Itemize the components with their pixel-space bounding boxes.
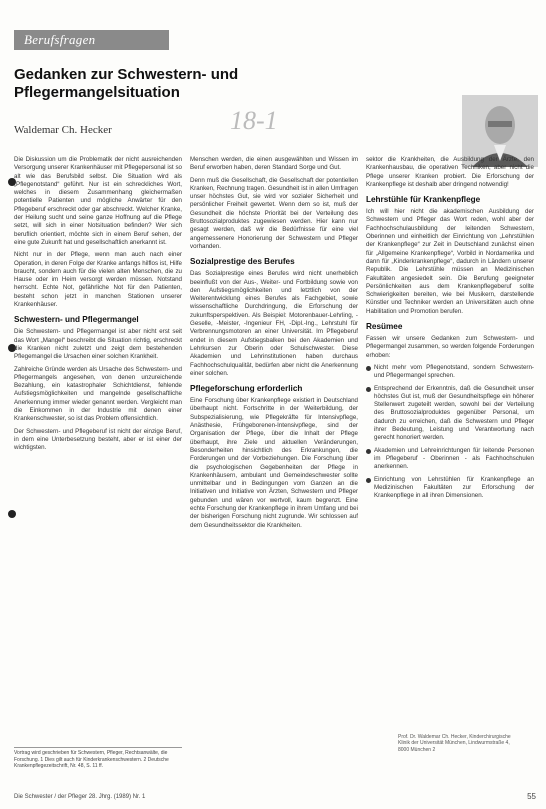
paragraph: Denn muß die Gesellschaft, die Gesellschaft der potentiellen Kranken, Rechnung tragen. Gesundheit ist in allen Umfragen unser höchstes Gut, sie wird vor sozialer Sicherheit und persönlicher Freiheit gewertet. Wenn dem so ist, muß der Gesundheit die höchste Priorität bei der Verteilung des Bruttosozialproduktes zugewiesen werden. Hier kann nur gesagt werden, daß wir die Bedürfnisse für eine viel angemessenere Honorierung der Schwestern und Pfleger vorhanden. — [190, 176, 358, 250]
article-column-2 — [190, 156, 358, 534]
section-heading: Lehrstühle für Krankenpflege — [366, 195, 481, 205]
title-line-1: Gedanken zur Schwestern- und — [14, 66, 239, 83]
paragraph: Die Diskussion um die Problematik der nicht ausreichenden Versorgung unserer Krankenhäuser mit Pflegepersonal ist so alt wie das Berufsbild selbst. Die Situation wird als „Pflegenotstand“ geführt. Nur ist ein schreckliches Wort, welches in diesem Zusammenhang gleichermaßen potentielle Patienten und mögliche Anwärter für den Pflegeberuf erschreckt oder gar abschreckt. Welcher Kranke, der Heilung sucht und seine ganze Hoffnung auf die Pflege setzt, will sich in einer Notsituation befinden? Wer sich beruflich orientiert, möchte sich in einem Beruf sehen, der eine gute Zukunft hat und gesellschaftlich anerkannt ist. — [14, 156, 182, 246]
article-title — [14, 66, 314, 102]
journal-footer: Die Schwester / der Pfleger 28. Jhrg. (1989) Nr. 1 — [14, 794, 146, 800]
section-heading: Schwestern- und Pflegermangel — [14, 315, 139, 325]
paragraph: Fassen wir unsere Gedanken zum Schwestern- und Pflegermangel zusammen, so werden folgende Forderungen erhoben: — [366, 335, 534, 359]
bullet-item: Akademien und Lehreinrichtungen für leitende Personen im Pflegeberuf - Oberinnen - als Fachhochschulen anerkennen. — [366, 447, 534, 472]
article-column-1 — [14, 156, 182, 457]
paragraph: Das Sozialprestige eines Berufes wird nicht unerheblich beeinflußt von der Aus-, Weiter- und Fortbildung sowie von den Aufstiegsmöglichkeiten und letztlich von der Weiterentwicklung eines Berufes als Fachgebiet, sowie wissenschaftliche Durchdringung, die Erforschung der zukunftsperspektiven. Als Beispiel: Motorenbauer-Lehrling, -Geselle, -Meister, -Ingenieur FH, -Dipl.-Ing., Lehrstuhl für Verbrennungsmotoren an einer Universität. Im Pflegeberuf endet in diesem Aufstiegsbalken bei den Akademien und Lehrkursen zur Oberin oder Schulschwester. Diese Akademien und Lehrinstitutionen haben durchaus Fachhochschulqualität, bedürfen aber nicht die Anerkennung einer solchen. — [190, 270, 358, 377]
section-label: Berufsfragen — [24, 32, 96, 47]
paragraph: Eine Forschung über Krankenpflege existiert in Deutschland überhaupt nicht. Fortschritte in der Weiterbildung, der Subspezialisierung, wie Pflegekräfte für Intensivpflege, Anästhesie, Frühgeborenen-Intensivpflege, sind der Organisation der Pflege, über die Inhalt der Pflege überhaupt, ihre Ziele und aktuellen Veränderungen, Besonderheiten hinsichtlich des Erkrankungen, die Forderungen und der Vorbeziehungen. Die Forschung über die psychologischen Gegebenheiten der Pflege in Krankenhäusern, ambulant und Gemeindeschwester sollte unmittelbar und in Bedingungen vom Ganzen an die Initiativen und Initiative von Ärzten, Schwestern und Pfleger gebunden und wären vor wertvoll, kaum begrenzt. Eine echte Forschung der Krankenpflege in ihrem Umfang und bei der bisherigen Forschung nicht zugrunde. Wir schlossen auf dem Gesundheitssektor die Krankheiten. — [190, 397, 358, 529]
paragraph: Zahlreiche Gründe werden als Ursache des Schwestern- und Pflegermangels angesehen, von denen unzureichende Bezahlung, ein katastrophaler Schichtdienst, fehlende Aufstiegsmöglichkeiten und mangelnde gesellschaftliche Anerkennung immer wieder genannt werden. Vergleicht man die Einkommen in der Industrie mit denen einer Krankenschwester, so ist das Problem offensichtlich. — [14, 365, 182, 423]
author-name: Waldemar Ch. Hecker — [14, 124, 112, 136]
bullet-item: Nicht mehr vom Pflegenotstand, sondern Schwestern- und Pflegermangel sprechen. — [366, 364, 534, 381]
handwritten-mark: 18-1 — [230, 106, 278, 135]
section-heading: Resümee — [366, 322, 403, 332]
title-line-2: Pflegermangelsituation — [14, 84, 180, 101]
paragraph: Der Schwestern- und Pflegeberuf ist nicht der einzige Beruf, in dem eine Unterbesetzung besteht, aber er ist einer der wichtigsten. — [14, 427, 182, 452]
paragraph: sektor die Krankheiten, die Ausbildung der Ärzte, den Krankenhausbau, die operativen Techniken, aber nicht die Pflege unserer Kranken probiert. Die Erforschung der Krankenpflege ist deshalb aber dringend notwendig! — [366, 156, 534, 188]
paragraph: Ich will hier nicht die akademischen Ausbildung der Schwestern und Pfleger das Wort reden, wohl aber der Fachhochschulausbildung der leitenden Schwestern, Oberinnen und einheitlich der Einrichtung von „Lehrstühlen der Krankenpflege“ zur Zeit in Deutschland zunächst einen für „Allgemeine Krankenpflege“, Vorbild in Nordamerika und dann für „Kinderkrankenpflege“, dadurch in Ländern unserer Republik. Die Lehrstühle müssen an Medizinischen Fakultäten angesiedelt sein. Die Berufung geeigneter Persönlichkeiten aus dem Krankenpflegeberuf sollte Schwierigkeiten bereiten, wie bei Musikern, darstellende Künstler und Techniker werden an Universitäten auch ohne Habilitation und Promotion berufen. — [366, 208, 534, 315]
paragraph: Menschen werden, die einen ausgewählten und Wissen im Beruf erworben haben, deren Standard Sorge und Gut. — [190, 156, 358, 172]
section-heading: Sozialprestige des Berufes — [190, 257, 295, 267]
punch-hole — [8, 510, 16, 518]
paragraph: Die Schwestern- und Pflegermangel ist aber nicht erst seit das Wort „Mangel“ beschreibt die Situation richtig, erschreckt die Kranken nicht zuletzt und zeigt dem bestehenden Pflegemangel die Ursachen einer solchen Krankheit. — [14, 328, 182, 361]
section-header — [14, 30, 169, 50]
page-number: 55 — [527, 792, 536, 801]
bullet-item: Einrichtung von Lehrstühlen für Krankenpflege an Medizinischen Fakultäten zur Erforschung der Krankenpflege in all ihren Dimensionen. — [366, 476, 534, 501]
article-column-3 — [366, 156, 534, 504]
author-address: Prof. Dr. Waldemar Ch. Hecker, Kinderchirurgische Klinik der Universität München, Lindwurmstraße 4, 8000 München 2 — [398, 734, 511, 753]
footnote: Vortrag wird geschrieben für Schwestern, Pfleger, Rechtsanwälte, die Forschung. 1 Dies gilt auch für Kinderkrankenschwestern. 2 Deutsche Krankenpflegezeitschrift, Nr. 48, S. 11 ff. — [14, 747, 182, 770]
bullet-item: Entsprechend der Erkenntnis, daß die Gesundheit unser höchstes Gut ist, muß der Gesundheitspflege ein höherer Stellenwert zugeteilt werden, sowohl bei der Verteilung des Bruttosozialproduktes gegenüber Personal, um dadurch zu erreichen, daß die Schwestern und Pfleger ihrer Bedeutung, Leistung und Verantwortung nach gerecht honoriert werden. — [366, 385, 534, 443]
paragraph: Nicht nur in der Pflege, wenn man auch nach einer Operation, in deren Folge der Kranke anfangs hilflos ist, Hilfe braucht, sondern auch für die vielen alten Menschen, die zu Hause oder im Heim versorgt werden müssen. Notstand herrscht. Echte Not, gefährliche Not für den Patienten, besteht schon jetzt in manchen Stationen unserer Krankenhäuser. — [14, 251, 182, 309]
section-heading: Pflegeforschung erforderlich — [190, 384, 303, 394]
